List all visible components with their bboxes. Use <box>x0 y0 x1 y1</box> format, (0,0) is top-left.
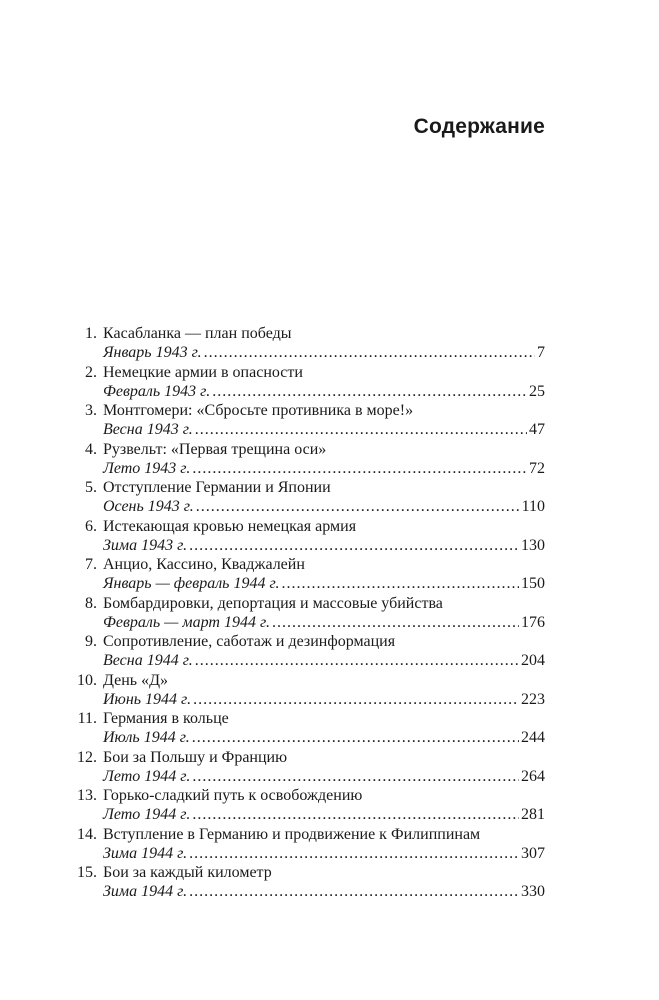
dot-leader <box>192 459 527 478</box>
toc-chapter-line <box>70 594 545 613</box>
page-number: 244 <box>521 729 545 746</box>
table-of-contents <box>70 324 545 902</box>
toc-chapter-line <box>70 671 545 690</box>
toc-period-line <box>70 651 545 670</box>
page-number: 25 <box>529 382 545 400</box>
chapter-period: Июль 1944 г. <box>103 729 190 746</box>
page-number: 130 <box>521 536 545 554</box>
dot-leader <box>192 767 519 786</box>
chapter-title: Бомбардировки, депортация и массовые убийства <box>103 594 443 612</box>
toc-chapter-line <box>70 632 545 651</box>
toc-entry <box>70 709 545 748</box>
chapter-period: Осень 1943 г. <box>103 498 194 515</box>
dot-leader <box>272 613 519 632</box>
toc-entry <box>70 671 545 710</box>
toc-period-line <box>70 805 545 824</box>
toc-period-line <box>70 613 545 632</box>
toc-period-line <box>70 844 545 863</box>
dot-leader <box>212 382 527 401</box>
dot-leader <box>192 728 519 747</box>
chapter-period: Весна 1943 г. <box>103 421 193 438</box>
toc-entry <box>70 478 545 517</box>
chapter-period: Январь — февраль 1944 г. <box>103 575 280 592</box>
chapter-period: Зима 1944 г. <box>103 844 188 862</box>
chapter-title: День «Д» <box>103 671 168 689</box>
page-number: 307 <box>521 844 545 862</box>
toc-entry <box>70 786 545 825</box>
chapter-title: Сопротивление, саботаж и дезинформация <box>103 633 396 650</box>
toc-entry <box>70 517 545 556</box>
toc-chapter-line <box>70 863 545 882</box>
page-number: 330 <box>521 883 545 900</box>
chapter-period: Лето 1944 г. <box>103 806 191 823</box>
toc-entry <box>70 863 545 902</box>
chapter-title: Истекающая кровью немецкая армия <box>103 517 357 535</box>
dot-leader <box>196 497 520 516</box>
toc-entry <box>70 363 545 402</box>
chapter-period: Весна 1944 г. <box>103 652 193 669</box>
toc-entry <box>70 440 545 479</box>
toc-chapter-line <box>70 555 545 574</box>
toc-chapter-line <box>70 363 545 382</box>
chapter-period: Лето 1944 г. <box>103 767 191 785</box>
toc-chapter-line <box>70 478 545 497</box>
toc-chapter-line <box>70 825 545 844</box>
chapter-title: Горько-сладкий путь к освобождению <box>103 787 363 804</box>
page-number: 7 <box>537 344 545 361</box>
toc-period-line <box>70 728 545 747</box>
chapter-period: Февраль 1943 г. <box>103 382 211 400</box>
chapter-period: Июнь 1944 г. <box>103 690 192 708</box>
toc-entry <box>70 324 545 363</box>
page-number: 264 <box>521 767 545 785</box>
chapter-number: 12. <box>77 748 97 766</box>
chapter-number: 14. <box>77 825 97 843</box>
toc-period-line <box>70 882 545 901</box>
page-number: 72 <box>529 459 545 477</box>
page-number: 176 <box>521 613 545 631</box>
page-number: 281 <box>521 806 545 823</box>
chapter-number: 4. <box>85 440 97 458</box>
chapter-title: Касабланка — план победы <box>103 325 292 342</box>
chapter-number: 9. <box>85 633 97 650</box>
chapter-period: Февраль — март 1944 г. <box>103 613 270 631</box>
dot-leader <box>282 574 520 593</box>
page-number: 223 <box>521 690 545 708</box>
chapter-title: Бои за Польшу и Францию <box>103 748 288 766</box>
toc-chapter-line <box>70 440 545 459</box>
toc-period-line <box>70 459 545 478</box>
chapter-title: Монтгомери: «Сбросьте противника в море!» <box>103 402 414 419</box>
toc-chapter-line <box>70 748 545 767</box>
chapter-number: 11. <box>77 710 97 727</box>
dot-leader <box>189 882 519 901</box>
toc-entry <box>70 594 545 633</box>
chapter-number: 6. <box>85 517 97 535</box>
chapter-number: 7. <box>85 556 97 573</box>
chapter-title: Отступление Германии и Японии <box>103 479 331 496</box>
toc-entry <box>70 748 545 787</box>
dot-leader <box>195 420 527 439</box>
toc-chapter-line <box>70 324 545 343</box>
chapter-period: Зима 1944 г. <box>103 883 188 900</box>
page-number: 150 <box>521 575 545 592</box>
toc-period-line <box>70 343 545 362</box>
chapter-title: Вступление в Германию и продвижение к Филиппинам <box>103 825 481 843</box>
toc-period-line <box>70 536 545 555</box>
chapter-period: Лето 1943 г. <box>103 459 191 477</box>
page-number: 204 <box>521 652 545 669</box>
toc-chapter-line <box>70 517 545 536</box>
chapter-number: 2. <box>85 363 97 381</box>
chapter-number: 5. <box>85 479 97 496</box>
chapter-title: Анцио, Кассино, Кваджалейн <box>103 556 305 573</box>
chapter-number: 3. <box>85 402 97 419</box>
toc-period-line <box>70 574 545 593</box>
page-number: 110 <box>521 498 545 515</box>
chapter-title: Немецкие армии в опасности <box>103 363 303 381</box>
toc-period-line <box>70 420 545 439</box>
toc-entry <box>70 825 545 864</box>
toc-chapter-line <box>70 709 545 728</box>
toc-chapter-line <box>70 786 545 805</box>
dot-leader <box>193 690 519 709</box>
chapter-number: 15. <box>77 864 97 881</box>
dot-leader <box>204 343 535 362</box>
toc-period-line <box>70 497 545 516</box>
toc-period-line <box>70 382 545 401</box>
chapter-number: 1. <box>85 325 97 342</box>
dot-leader <box>192 805 519 824</box>
chapter-title: Бои за каждый километр <box>103 864 272 881</box>
toc-entry <box>70 555 545 594</box>
toc-period-line <box>70 690 545 709</box>
toc-entry <box>70 401 545 440</box>
chapter-title: Рузвельт: «Первая трещина оси» <box>103 440 327 458</box>
chapter-number: 8. <box>85 594 97 612</box>
chapter-number: 13. <box>77 787 97 804</box>
page-number: 47 <box>529 421 545 438</box>
toc-entry <box>70 632 545 671</box>
chapter-period: Зима 1943 г. <box>103 536 188 554</box>
page-title: Содержание <box>413 115 545 138</box>
toc-period-line <box>70 767 545 786</box>
chapter-title: Германия в кольце <box>103 710 229 727</box>
toc-chapter-line <box>70 401 545 420</box>
chapter-number: 10. <box>77 671 97 689</box>
dot-leader <box>195 651 519 670</box>
dot-leader <box>189 536 519 555</box>
chapter-period: Январь 1943 г. <box>103 344 202 361</box>
dot-leader <box>189 844 519 863</box>
